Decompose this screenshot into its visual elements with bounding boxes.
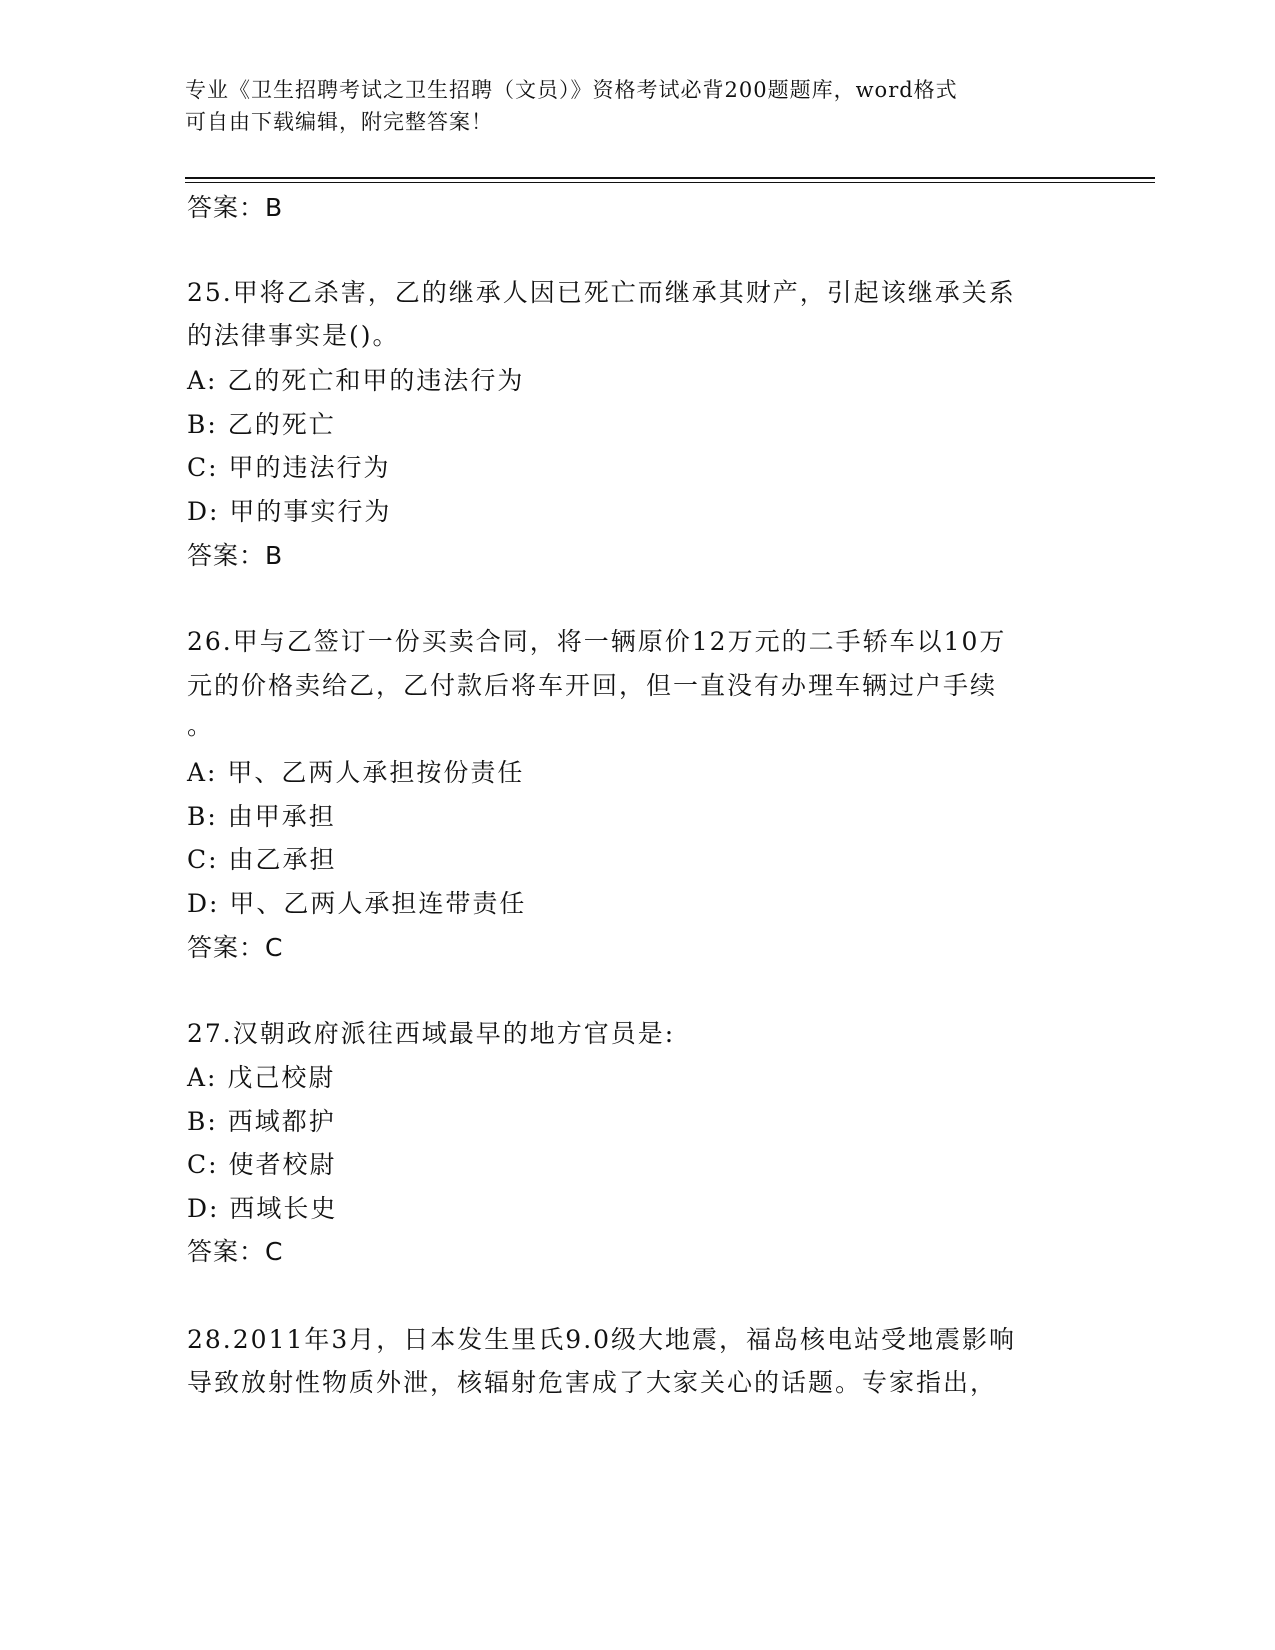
question-25-answer: 答案：B: [187, 541, 284, 570]
question-26-option-c: C: 由乙承担: [187, 845, 337, 874]
header-line-1: 专业《卫生招聘考试之卫生招聘（文员）》资格考试必背200题题库，word格式: [185, 78, 958, 102]
question-28-text-line-1: 28.2011年3月，日本发生里氏9.0级大地震，福岛核电站受地震影响: [187, 1325, 1017, 1354]
page-header: [185, 74, 1085, 138]
question-27-answer: 答案：C: [187, 1237, 284, 1266]
header-divider-thin: [185, 182, 1155, 183]
question-27-option-d: D: 西域长史: [187, 1194, 338, 1223]
question-26-answer: 答案：C: [187, 933, 284, 962]
question-26-option-a: A: 甲、乙两人承担按份责任: [187, 758, 525, 787]
question-25-option-d: D: 甲的事实行为: [187, 497, 392, 526]
question-25-option-c: C: 甲的违法行为: [187, 453, 391, 482]
question-27-option-c: C: 使者校尉: [187, 1150, 337, 1179]
question-25-text-line-2: 的法律事实是()。: [187, 321, 400, 350]
question-28-text-line-2: 导致放射性物质外泄，核辐射危害成了大家关心的话题。专家指出，: [187, 1368, 998, 1397]
question-26-text-line-3: 。: [187, 711, 215, 740]
question-26-text-line-2: 元的价格卖给乙，乙付款后将车开回，但一直没有办理车辆过户手续: [187, 671, 998, 700]
question-26-option-b: B: 由甲承担: [187, 802, 336, 831]
question-26-option-d: D: 甲、乙两人承担连带责任: [187, 889, 527, 918]
question-27-option-a: A: 戊己校尉: [187, 1063, 336, 1092]
question-27-option-b: B: 西域都护: [187, 1107, 336, 1136]
question-25-text-line-1: 25.甲将乙杀害，乙的继承人因已死亡而继承其财产，引起该继承关系: [187, 278, 1016, 307]
question-26-text-line-1: 26.甲与乙签订一份买卖合同，将一辆原价12万元的二手轿车以10万: [187, 627, 1007, 656]
question-25-option-b: B: 乙的死亡: [187, 410, 336, 439]
header-line-2: 可自由下载编辑，附完整答案！: [185, 110, 493, 134]
previous-answer: 答案：B: [187, 193, 284, 222]
question-25-option-a: A: 乙的死亡和甲的违法行为: [187, 366, 525, 395]
header-divider-thick: [185, 177, 1155, 179]
question-27-text-line-1: 27.汉朝政府派往西域最早的地方官员是:: [187, 1019, 676, 1048]
